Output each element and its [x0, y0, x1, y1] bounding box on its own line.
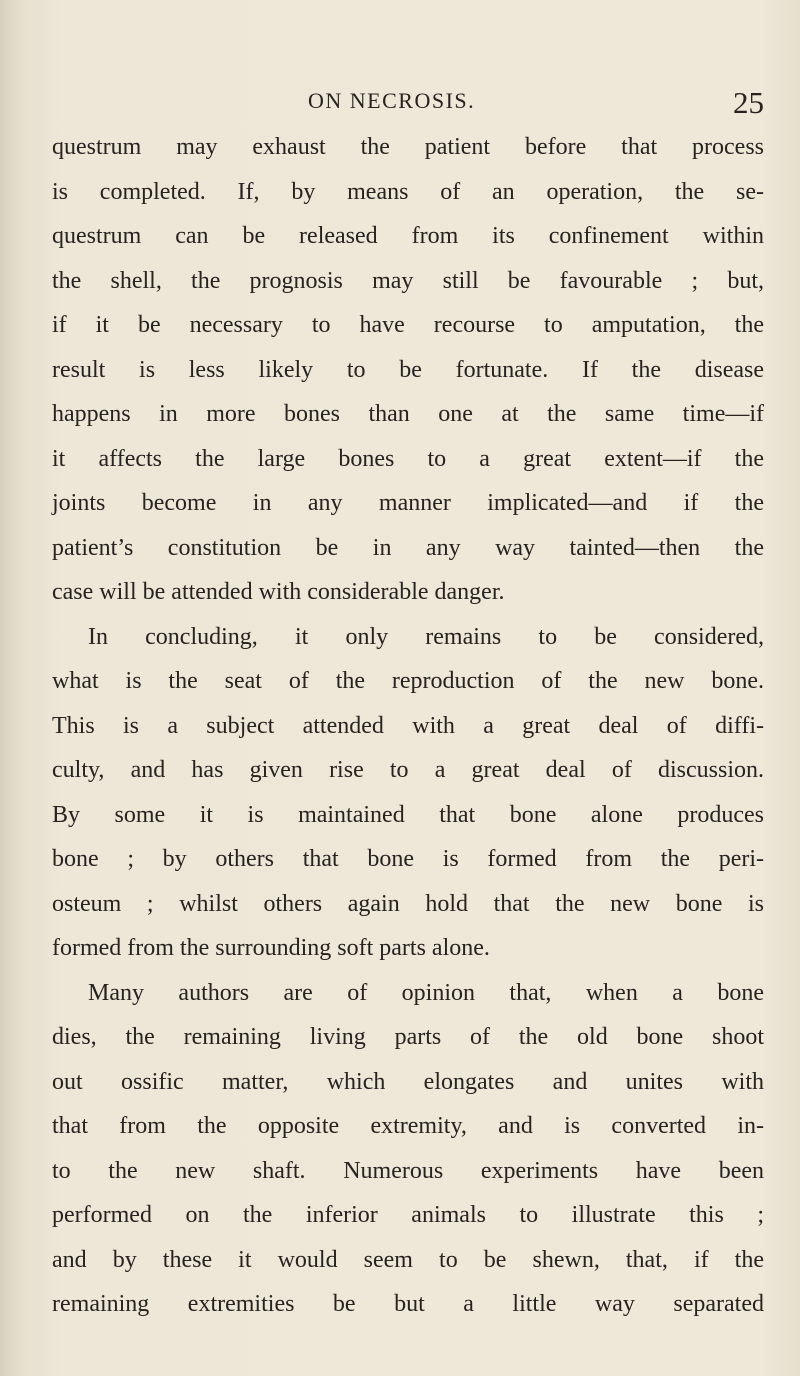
text-line: This is a subject attended with a great deal of diffi-: [52, 712, 764, 739]
text-line: and by these it would seem to be shewn, that, if the: [52, 1246, 764, 1273]
paragraph-start-line: Many authors are of opinion that, when a bone: [88, 979, 764, 1006]
text-line: culty, and has given rise to a great deal of discussion.: [52, 757, 764, 783]
text-line: osteum ; whilst others again hold that the new bone is: [52, 890, 764, 917]
paragraph-start-line: In concluding, it only remains to be considered,: [88, 623, 764, 650]
text-line: it affects the large bones to a great extent—if the: [52, 445, 764, 472]
text-line: to the new shaft. Numerous experiments have been: [52, 1157, 764, 1184]
running-title: ON NECROSIS.: [308, 88, 476, 113]
text-line: formed from the surrounding soft parts alone.: [52, 935, 490, 961]
text-line: is completed. If, by means of an operation, the se-: [52, 178, 764, 205]
text-line: happens in more bones than one at the same time—if: [52, 401, 764, 427]
body-text: [52, 125, 764, 1327]
text-line: result is less likely to be fortunate. If the disease: [52, 356, 764, 383]
text-line: dies, the remaining living parts of the old bone shoot: [52, 1024, 764, 1050]
text-line: joints become in any manner implicated—and if the: [52, 490, 764, 516]
text-line: if it be necessary to have recourse to amputation, the: [52, 312, 764, 338]
text-line: out ossific matter, which elongates and unites with: [52, 1068, 764, 1095]
text-line: remaining extremities be but a little way separated: [52, 1291, 764, 1317]
text-line: what is the seat of the reproduction of the new bone.: [52, 668, 764, 694]
text-line: patient’s constitution be in any way tainted—then the: [52, 534, 764, 561]
text-line: that from the opposite extremity, and is converted in-: [52, 1113, 764, 1139]
text-line: bone ; by others that bone is formed from the peri-: [52, 846, 764, 872]
running-head: [52, 85, 764, 128]
text-line: case will be attended with considerable danger.: [52, 579, 505, 605]
text-line: performed on the inferior animals to illustrate this ;: [52, 1202, 764, 1228]
page-number: 25: [733, 85, 764, 120]
text-line: questrum may exhaust the patient before that process: [52, 134, 764, 160]
text-line: By some it is maintained that bone alone produces: [52, 801, 764, 828]
text-line: questrum can be released from its confinement within: [52, 223, 764, 249]
text-line: the shell, the prognosis may still be favourable ; but,: [52, 267, 764, 294]
